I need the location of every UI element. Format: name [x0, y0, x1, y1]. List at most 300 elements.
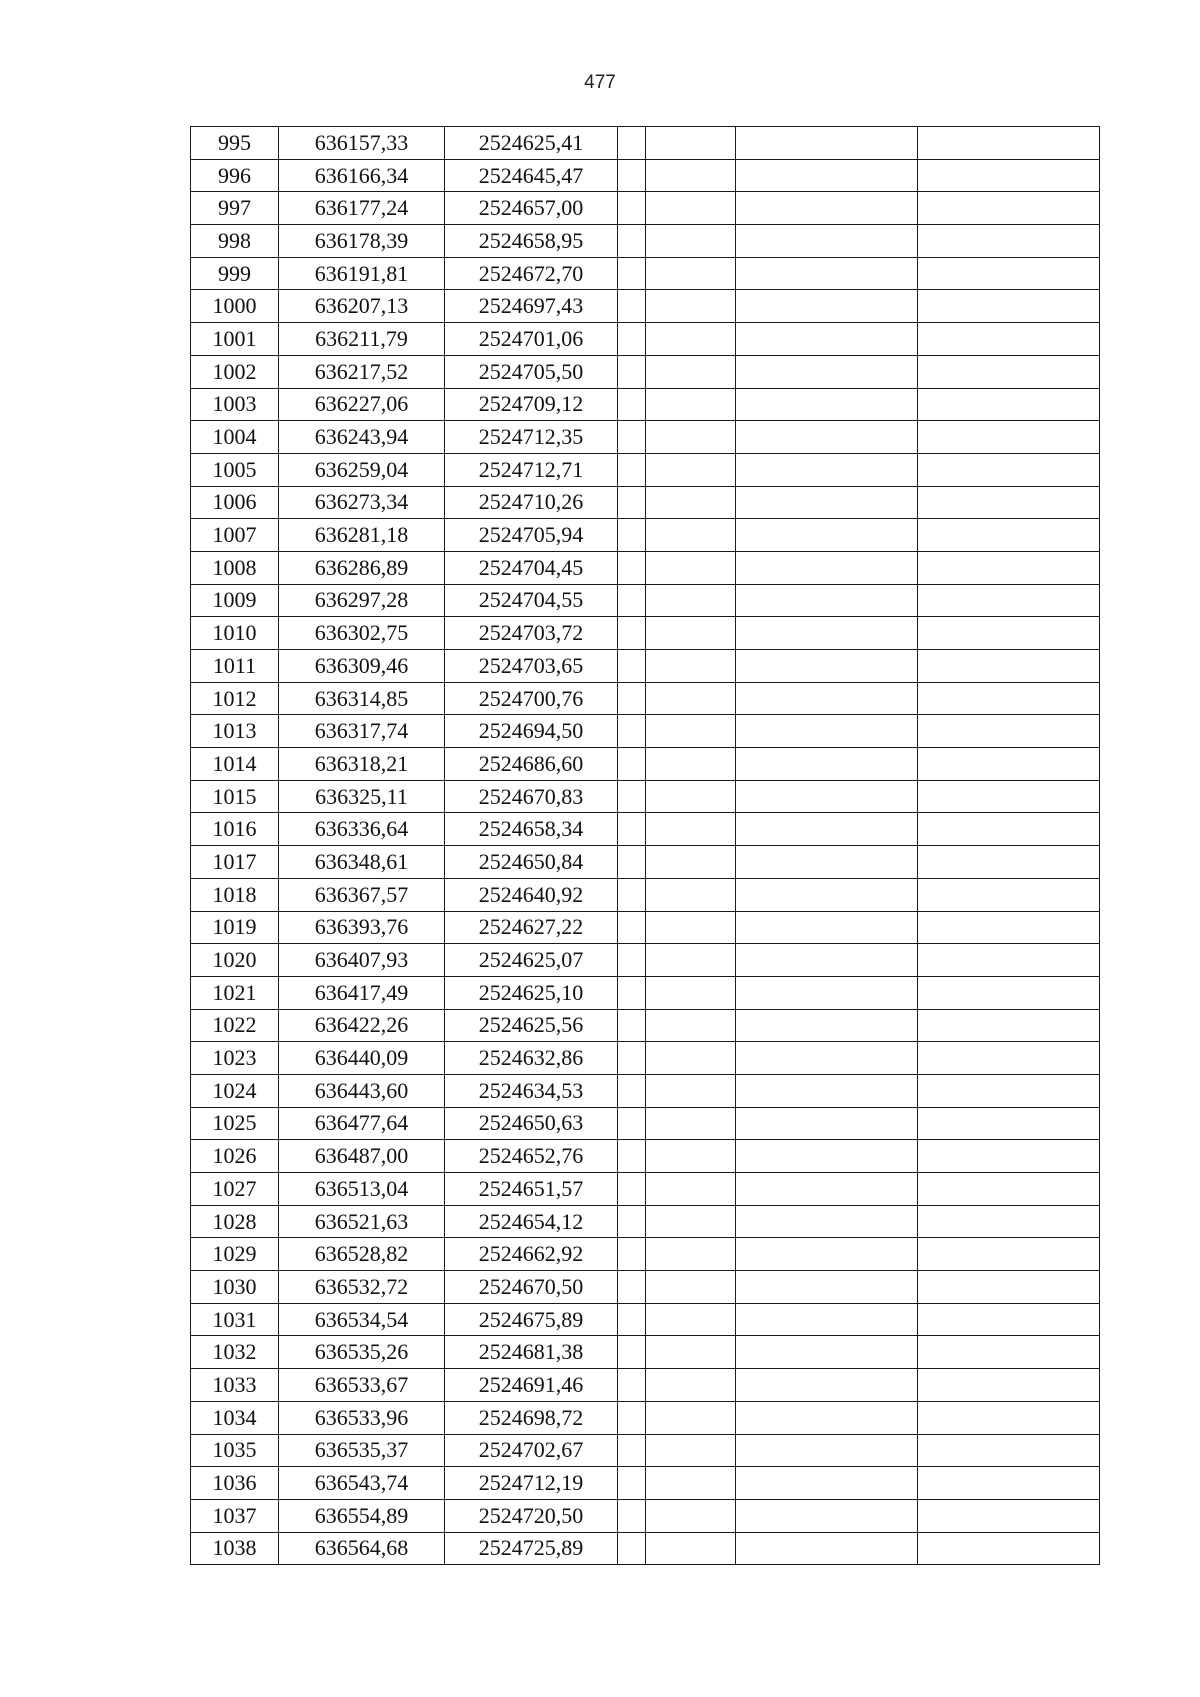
table-row	[191, 486, 1100, 519]
table-row	[191, 715, 1100, 748]
empty-cell	[736, 486, 918, 519]
empty-cell	[918, 192, 1100, 225]
y-coordinate-cell: 2524704,55	[445, 584, 618, 617]
empty-cell	[618, 1467, 646, 1500]
table-row	[191, 1140, 1100, 1173]
y-coordinate-cell: 2524725,89	[445, 1532, 618, 1565]
x-coordinate-cell: 636422,26	[279, 1009, 445, 1042]
table-row	[191, 323, 1100, 356]
empty-cell	[736, 1074, 918, 1107]
point-number-cell: 1015	[191, 780, 279, 813]
empty-cell	[736, 944, 918, 977]
empty-cell	[736, 878, 918, 911]
point-number-cell: 1018	[191, 878, 279, 911]
table-row	[191, 1303, 1100, 1336]
x-coordinate-cell: 636443,60	[279, 1074, 445, 1107]
empty-cell	[646, 1074, 736, 1107]
empty-cell	[618, 1401, 646, 1434]
x-coordinate-cell: 636554,89	[279, 1499, 445, 1532]
table-row	[191, 290, 1100, 323]
empty-cell	[736, 1467, 918, 1500]
empty-cell	[736, 1238, 918, 1271]
point-number-cell: 1017	[191, 846, 279, 879]
empty-cell	[618, 159, 646, 192]
empty-cell	[646, 1532, 736, 1565]
y-coordinate-cell: 2524703,72	[445, 617, 618, 650]
y-coordinate-cell: 2524712,35	[445, 421, 618, 454]
empty-cell	[646, 1271, 736, 1304]
empty-cell	[918, 1271, 1100, 1304]
empty-cell	[736, 617, 918, 650]
empty-cell	[646, 1434, 736, 1467]
empty-cell	[646, 1107, 736, 1140]
empty-cell	[918, 1467, 1100, 1500]
empty-cell	[918, 453, 1100, 486]
empty-cell	[646, 127, 736, 160]
empty-cell	[646, 421, 736, 454]
point-number-cell: 1012	[191, 682, 279, 715]
point-number-cell: 1016	[191, 813, 279, 846]
empty-cell	[918, 1238, 1100, 1271]
empty-cell	[918, 1173, 1100, 1206]
empty-cell	[646, 192, 736, 225]
y-coordinate-cell: 2524672,70	[445, 257, 618, 290]
x-coordinate-cell: 636211,79	[279, 323, 445, 356]
y-coordinate-cell: 2524650,84	[445, 846, 618, 879]
empty-cell	[736, 192, 918, 225]
point-number-cell: 1014	[191, 748, 279, 781]
empty-cell	[918, 551, 1100, 584]
empty-cell	[618, 715, 646, 748]
y-coordinate-cell: 2524651,57	[445, 1173, 618, 1206]
x-coordinate-cell: 636393,76	[279, 911, 445, 944]
table-row	[191, 1532, 1100, 1565]
x-coordinate-cell: 636297,28	[279, 584, 445, 617]
table-row	[191, 878, 1100, 911]
table-row	[191, 846, 1100, 879]
y-coordinate-cell: 2524710,26	[445, 486, 618, 519]
x-coordinate-cell: 636318,21	[279, 748, 445, 781]
table-row	[191, 1271, 1100, 1304]
x-coordinate-cell: 636543,74	[279, 1467, 445, 1500]
x-coordinate-cell: 636533,96	[279, 1401, 445, 1434]
empty-cell	[618, 453, 646, 486]
x-coordinate-cell: 636281,18	[279, 519, 445, 552]
point-number-cell: 1022	[191, 1009, 279, 1042]
empty-cell	[618, 486, 646, 519]
table-row	[191, 944, 1100, 977]
y-coordinate-cell: 2524700,76	[445, 682, 618, 715]
point-number-cell: 998	[191, 225, 279, 258]
empty-cell	[646, 1499, 736, 1532]
empty-cell	[918, 1401, 1100, 1434]
empty-cell	[618, 1499, 646, 1532]
empty-cell	[918, 1140, 1100, 1173]
y-coordinate-cell: 2524658,34	[445, 813, 618, 846]
empty-cell	[736, 1369, 918, 1402]
y-coordinate-cell: 2524702,67	[445, 1434, 618, 1467]
empty-cell	[918, 682, 1100, 715]
empty-cell	[918, 421, 1100, 454]
point-number-cell: 1013	[191, 715, 279, 748]
x-coordinate-cell: 636535,26	[279, 1336, 445, 1369]
empty-cell	[918, 225, 1100, 258]
empty-cell	[618, 127, 646, 160]
x-coordinate-cell: 636521,63	[279, 1205, 445, 1238]
y-coordinate-cell: 2524625,10	[445, 976, 618, 1009]
point-number-cell: 1003	[191, 388, 279, 421]
empty-cell	[736, 355, 918, 388]
page-number: 477	[584, 72, 616, 93]
empty-cell	[736, 1401, 918, 1434]
x-coordinate-cell: 636564,68	[279, 1532, 445, 1565]
point-number-cell: 1023	[191, 1042, 279, 1075]
x-coordinate-cell: 636217,52	[279, 355, 445, 388]
table-row	[191, 159, 1100, 192]
empty-cell	[646, 1042, 736, 1075]
table-row	[191, 976, 1100, 1009]
point-number-cell: 996	[191, 159, 279, 192]
x-coordinate-cell: 636440,09	[279, 1042, 445, 1075]
empty-cell	[618, 682, 646, 715]
empty-cell	[618, 1238, 646, 1271]
point-number-cell: 1009	[191, 584, 279, 617]
empty-cell	[646, 682, 736, 715]
empty-cell	[618, 519, 646, 552]
empty-cell	[646, 453, 736, 486]
empty-cell	[618, 976, 646, 1009]
table-row	[191, 453, 1100, 486]
y-coordinate-cell: 2524657,00	[445, 192, 618, 225]
empty-cell	[736, 1107, 918, 1140]
table-row	[191, 388, 1100, 421]
empty-cell	[618, 780, 646, 813]
empty-cell	[646, 1238, 736, 1271]
empty-cell	[736, 453, 918, 486]
x-coordinate-cell: 636309,46	[279, 650, 445, 683]
empty-cell	[618, 846, 646, 879]
empty-cell	[918, 1009, 1100, 1042]
table-row	[191, 1467, 1100, 1500]
y-coordinate-cell: 2524658,95	[445, 225, 618, 258]
point-number-cell: 1038	[191, 1532, 279, 1565]
empty-cell	[736, 748, 918, 781]
empty-cell	[618, 1369, 646, 1402]
empty-cell	[646, 1336, 736, 1369]
y-coordinate-cell: 2524632,86	[445, 1042, 618, 1075]
empty-cell	[618, 421, 646, 454]
table-row	[191, 1042, 1100, 1075]
y-coordinate-cell: 2524705,94	[445, 519, 618, 552]
empty-cell	[646, 1467, 736, 1500]
table-row	[191, 1434, 1100, 1467]
empty-cell	[918, 1074, 1100, 1107]
point-number-cell: 1020	[191, 944, 279, 977]
table-row	[191, 650, 1100, 683]
table-row	[191, 519, 1100, 552]
x-coordinate-cell: 636191,81	[279, 257, 445, 290]
empty-cell	[646, 748, 736, 781]
x-coordinate-cell: 636407,93	[279, 944, 445, 977]
empty-cell	[918, 846, 1100, 879]
empty-cell	[646, 1401, 736, 1434]
empty-cell	[918, 1303, 1100, 1336]
empty-cell	[736, 1009, 918, 1042]
point-number-cell: 1005	[191, 453, 279, 486]
table-row	[191, 1074, 1100, 1107]
empty-cell	[646, 290, 736, 323]
table-body	[191, 127, 1100, 1565]
empty-cell	[618, 355, 646, 388]
table-row	[191, 617, 1100, 650]
empty-cell	[918, 584, 1100, 617]
empty-cell	[736, 650, 918, 683]
empty-cell	[618, 192, 646, 225]
empty-cell	[736, 1271, 918, 1304]
y-coordinate-cell: 2524625,07	[445, 944, 618, 977]
x-coordinate-cell: 636259,04	[279, 453, 445, 486]
empty-cell	[618, 944, 646, 977]
empty-cell	[646, 388, 736, 421]
y-coordinate-cell: 2524670,50	[445, 1271, 618, 1304]
y-coordinate-cell: 2524662,92	[445, 1238, 618, 1271]
empty-cell	[736, 780, 918, 813]
y-coordinate-cell: 2524681,38	[445, 1336, 618, 1369]
empty-cell	[646, 1303, 736, 1336]
empty-cell	[646, 846, 736, 879]
empty-cell	[618, 1074, 646, 1107]
x-coordinate-cell: 636417,49	[279, 976, 445, 1009]
table-row	[191, 1238, 1100, 1271]
empty-cell	[736, 225, 918, 258]
x-coordinate-cell: 636157,33	[279, 127, 445, 160]
empty-cell	[918, 748, 1100, 781]
empty-cell	[918, 257, 1100, 290]
point-number-cell: 1036	[191, 1467, 279, 1500]
empty-cell	[918, 1532, 1100, 1565]
empty-cell	[646, 519, 736, 552]
point-number-cell: 995	[191, 127, 279, 160]
empty-cell	[736, 257, 918, 290]
point-number-cell: 1028	[191, 1205, 279, 1238]
empty-cell	[918, 1369, 1100, 1402]
empty-cell	[918, 911, 1100, 944]
point-number-cell: 1030	[191, 1271, 279, 1304]
y-coordinate-cell: 2524698,72	[445, 1401, 618, 1434]
empty-cell	[646, 1140, 736, 1173]
y-coordinate-cell: 2524627,22	[445, 911, 618, 944]
point-number-cell: 1031	[191, 1303, 279, 1336]
empty-cell	[618, 650, 646, 683]
empty-cell	[918, 1107, 1100, 1140]
y-coordinate-cell: 2524670,83	[445, 780, 618, 813]
point-number-cell: 1032	[191, 1336, 279, 1369]
table-row	[191, 1107, 1100, 1140]
point-number-cell: 1001	[191, 323, 279, 356]
y-coordinate-cell: 2524697,43	[445, 290, 618, 323]
table-row	[191, 1205, 1100, 1238]
y-coordinate-cell: 2524686,60	[445, 748, 618, 781]
point-number-cell: 1025	[191, 1107, 279, 1140]
empty-cell	[736, 159, 918, 192]
point-number-cell: 1006	[191, 486, 279, 519]
empty-cell	[618, 225, 646, 258]
empty-cell	[618, 584, 646, 617]
empty-cell	[736, 813, 918, 846]
empty-cell	[618, 1434, 646, 1467]
y-coordinate-cell: 2524712,19	[445, 1467, 618, 1500]
empty-cell	[736, 911, 918, 944]
y-coordinate-cell: 2524634,53	[445, 1074, 618, 1107]
empty-cell	[646, 780, 736, 813]
y-coordinate-cell: 2524704,45	[445, 551, 618, 584]
empty-cell	[736, 584, 918, 617]
empty-cell	[646, 944, 736, 977]
x-coordinate-cell: 636513,04	[279, 1173, 445, 1206]
table-row	[191, 1009, 1100, 1042]
empty-cell	[918, 780, 1100, 813]
y-coordinate-cell: 2524675,89	[445, 1303, 618, 1336]
point-number-cell: 1019	[191, 911, 279, 944]
empty-cell	[918, 878, 1100, 911]
x-coordinate-cell: 636243,94	[279, 421, 445, 454]
y-coordinate-cell: 2524694,50	[445, 715, 618, 748]
x-coordinate-cell: 636534,54	[279, 1303, 445, 1336]
empty-cell	[618, 1173, 646, 1206]
x-coordinate-cell: 636487,00	[279, 1140, 445, 1173]
empty-cell	[646, 323, 736, 356]
table-row	[191, 551, 1100, 584]
empty-cell	[736, 1140, 918, 1173]
x-coordinate-cell: 636533,67	[279, 1369, 445, 1402]
x-coordinate-cell: 636207,13	[279, 290, 445, 323]
table-row	[191, 355, 1100, 388]
y-coordinate-cell: 2524654,12	[445, 1205, 618, 1238]
empty-cell	[918, 1205, 1100, 1238]
empty-cell	[646, 1205, 736, 1238]
table-row	[191, 1173, 1100, 1206]
empty-cell	[736, 551, 918, 584]
empty-cell	[618, 1107, 646, 1140]
table-row	[191, 748, 1100, 781]
empty-cell	[646, 650, 736, 683]
empty-cell	[918, 1336, 1100, 1369]
empty-cell	[646, 584, 736, 617]
empty-cell	[618, 911, 646, 944]
empty-cell	[918, 715, 1100, 748]
y-coordinate-cell: 2524705,50	[445, 355, 618, 388]
empty-cell	[918, 127, 1100, 160]
empty-cell	[646, 486, 736, 519]
table-row	[191, 1499, 1100, 1532]
empty-cell	[618, 323, 646, 356]
empty-cell	[918, 388, 1100, 421]
point-number-cell: 1037	[191, 1499, 279, 1532]
y-coordinate-cell: 2524650,63	[445, 1107, 618, 1140]
x-coordinate-cell: 636314,85	[279, 682, 445, 715]
empty-cell	[618, 878, 646, 911]
empty-cell	[618, 1042, 646, 1075]
empty-cell	[736, 715, 918, 748]
x-coordinate-cell: 636532,72	[279, 1271, 445, 1304]
empty-cell	[618, 1532, 646, 1565]
empty-cell	[736, 976, 918, 1009]
point-number-cell: 1011	[191, 650, 279, 683]
empty-cell	[918, 290, 1100, 323]
y-coordinate-cell: 2524701,06	[445, 323, 618, 356]
x-coordinate-cell: 636325,11	[279, 780, 445, 813]
empty-cell	[918, 1499, 1100, 1532]
point-number-cell: 1008	[191, 551, 279, 584]
empty-cell	[736, 846, 918, 879]
empty-cell	[736, 519, 918, 552]
empty-cell	[736, 127, 918, 160]
table-row	[191, 192, 1100, 225]
empty-cell	[646, 813, 736, 846]
coordinates-table	[190, 126, 1100, 1565]
empty-cell	[918, 1042, 1100, 1075]
point-number-cell: 1000	[191, 290, 279, 323]
empty-cell	[646, 355, 736, 388]
empty-cell	[646, 1369, 736, 1402]
empty-cell	[618, 257, 646, 290]
x-coordinate-cell: 636367,57	[279, 878, 445, 911]
empty-cell	[918, 944, 1100, 977]
empty-cell	[618, 1205, 646, 1238]
table-row	[191, 1369, 1100, 1402]
y-coordinate-cell: 2524640,92	[445, 878, 618, 911]
x-coordinate-cell: 636166,34	[279, 159, 445, 192]
empty-cell	[736, 421, 918, 454]
x-coordinate-cell: 636317,74	[279, 715, 445, 748]
empty-cell	[618, 748, 646, 781]
empty-cell	[618, 813, 646, 846]
empty-cell	[618, 617, 646, 650]
point-number-cell: 1002	[191, 355, 279, 388]
empty-cell	[918, 355, 1100, 388]
empty-cell	[918, 519, 1100, 552]
table-row	[191, 1336, 1100, 1369]
empty-cell	[736, 1042, 918, 1075]
empty-cell	[736, 323, 918, 356]
table-row	[191, 780, 1100, 813]
empty-cell	[618, 290, 646, 323]
empty-cell	[736, 290, 918, 323]
empty-cell	[646, 911, 736, 944]
empty-cell	[646, 1173, 736, 1206]
table-row	[191, 813, 1100, 846]
x-coordinate-cell: 636535,37	[279, 1434, 445, 1467]
x-coordinate-cell: 636528,82	[279, 1238, 445, 1271]
empty-cell	[736, 1336, 918, 1369]
point-number-cell: 1035	[191, 1434, 279, 1467]
point-number-cell: 1021	[191, 976, 279, 1009]
point-number-cell: 1034	[191, 1401, 279, 1434]
x-coordinate-cell: 636336,64	[279, 813, 445, 846]
y-coordinate-cell: 2524691,46	[445, 1369, 618, 1402]
table-row	[191, 421, 1100, 454]
table-row	[191, 911, 1100, 944]
x-coordinate-cell: 636302,75	[279, 617, 445, 650]
table-row	[191, 257, 1100, 290]
empty-cell	[918, 323, 1100, 356]
table-row	[191, 584, 1100, 617]
empty-cell	[618, 1303, 646, 1336]
empty-cell	[736, 1205, 918, 1238]
y-coordinate-cell: 2524625,41	[445, 127, 618, 160]
empty-cell	[918, 650, 1100, 683]
empty-cell	[618, 388, 646, 421]
